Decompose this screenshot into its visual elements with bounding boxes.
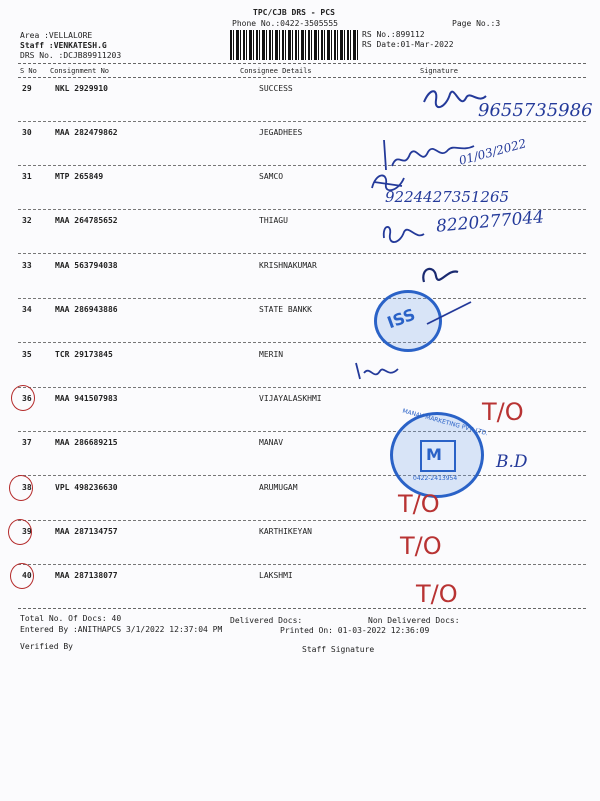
- signature-scribble: [425, 298, 475, 328]
- table-row: [0, 172, 600, 215]
- barcode: [230, 30, 358, 60]
- row-consignee: JEGADHEES: [259, 128, 303, 137]
- total-docs: Total No. Of Docs: 40: [20, 614, 122, 623]
- row-consignee: KARTHIKEYAN: [259, 527, 312, 536]
- to-mark: T/O: [398, 490, 440, 518]
- stamp-phone: 0422-2413954: [413, 475, 458, 482]
- row-divider: [18, 209, 586, 210]
- signature-phone: 9655735986: [478, 100, 593, 121]
- row-divider: [18, 121, 586, 122]
- row-consignee: SUCCESS: [259, 84, 293, 93]
- row-consignment: VPL 498236630: [55, 483, 118, 492]
- row-consignment: MAA 286689215: [55, 438, 118, 447]
- signature-phone: 8220277044: [435, 207, 545, 237]
- row-sno: 33: [22, 261, 32, 270]
- non-delivered-docs: Non Delivered Docs:: [368, 616, 460, 625]
- stamp-logo-icon: M: [420, 440, 456, 472]
- row-sno: 31: [22, 172, 32, 181]
- row-divider: [18, 342, 586, 343]
- row-consignee: ARUMUGAM: [259, 483, 298, 492]
- col-consignment: Consignment No: [50, 67, 110, 75]
- row-consignment: MAA 287138077: [55, 571, 118, 580]
- red-circle-mark: [11, 385, 35, 411]
- document-title: TPC/CJB DRS - PCS: [253, 8, 335, 17]
- row-consignment: MAA 287134757: [55, 527, 118, 536]
- red-circle-mark: [8, 519, 32, 545]
- to-mark: T/O: [416, 580, 458, 608]
- footer-divider: [18, 608, 586, 609]
- delivered-docs: Delivered Docs:: [230, 616, 303, 625]
- row-sno: 39: [22, 527, 32, 536]
- phone-number: Phone No.:0422-3505555: [232, 19, 338, 28]
- row-consignee: KRISHNAKUMAR: [259, 261, 317, 270]
- row-sno: 37: [22, 438, 32, 447]
- printed-on: Printed On: 01-03-2022 12:36:09: [280, 626, 430, 635]
- row-divider: [18, 475, 586, 476]
- table-row: [0, 483, 600, 526]
- rs-number: RS No.:899112: [362, 30, 425, 39]
- row-consignee: LAKSHMI: [259, 571, 293, 580]
- to-mark: T/O: [482, 398, 524, 426]
- to-mark: T/O: [400, 532, 442, 560]
- row-consignment: MAA 264785652: [55, 216, 118, 225]
- row-sno: 34: [22, 305, 32, 314]
- row-consignee: STATE BANKK: [259, 305, 312, 314]
- row-consignment: MAA 286943886: [55, 305, 118, 314]
- row-consignee: THIAGU: [259, 216, 288, 225]
- verified-by: Verified By: [20, 642, 73, 651]
- row-divider: [18, 431, 586, 432]
- row-sno: 35: [22, 350, 32, 359]
- signature-date: 01/03/2022: [457, 136, 528, 168]
- table-row: [0, 350, 600, 393]
- row-consignee: MANAV: [259, 438, 284, 447]
- row-consignee: MERIN: [259, 350, 284, 359]
- drs-number: DRS No. :DCJB89911203: [20, 51, 122, 60]
- row-divider: [18, 253, 586, 254]
- row-consignment: MAA 563794038: [55, 261, 118, 270]
- row-sno: 40: [22, 571, 32, 580]
- row-divider: [18, 298, 586, 299]
- signature-number: 9224427351265: [385, 188, 510, 206]
- row-consignment: MAA 282479862: [55, 128, 118, 137]
- signature-scribble: [418, 262, 462, 290]
- stamp-text: ISS: [384, 304, 418, 333]
- entered-by: Entered By :ANITHAPCS 3/1/2022 12:37:04 PM: [20, 625, 223, 634]
- row-divider: [18, 564, 586, 565]
- stamp-text: MANAV MARKETING PVT. LTD.: [401, 407, 489, 438]
- col-sno: S No: [20, 67, 37, 75]
- row-divider: [18, 165, 586, 166]
- red-circle-mark: [10, 563, 34, 589]
- row-divider: [18, 387, 586, 388]
- page-number: Page No.:3: [452, 19, 501, 28]
- row-sno: 32: [22, 216, 32, 225]
- staff-signature: Staff Signature: [302, 645, 375, 654]
- company-stamp: [390, 407, 489, 498]
- row-consignment: NKL 2929910: [55, 84, 108, 93]
- row-sno: 38: [22, 483, 32, 492]
- staff-label: Staff :VENKATESH.G: [20, 41, 107, 50]
- row-sno: 30: [22, 128, 32, 137]
- signature-scribble: [378, 220, 428, 250]
- row-divider: [18, 520, 586, 521]
- row-consignee: VIJAYALASKHMI: [259, 394, 322, 403]
- row-sno: 29: [22, 84, 32, 93]
- row-consignee: SAMCO: [259, 172, 284, 181]
- table-row: [0, 261, 600, 304]
- row-sno: 36: [22, 394, 32, 403]
- red-circle-mark: [9, 475, 33, 501]
- table-row: [0, 305, 600, 348]
- rs-date: RS Date:01-Mar-2022: [362, 40, 454, 49]
- row-consignment: MTP 265849: [55, 172, 104, 181]
- column-header-divider: [18, 77, 586, 78]
- signature-initials: B.D: [496, 452, 528, 472]
- col-signature: Signature: [420, 67, 458, 75]
- row-consignment: MAA 941507983: [55, 394, 118, 403]
- header-divider: [18, 63, 586, 64]
- signature-scribble: [352, 357, 402, 385]
- row-consignment: TCR 29173845: [55, 350, 113, 359]
- col-consignee: Consignee Details: [240, 67, 312, 75]
- area-label: Area :VELLALORE: [20, 31, 93, 40]
- table-row: [0, 527, 600, 570]
